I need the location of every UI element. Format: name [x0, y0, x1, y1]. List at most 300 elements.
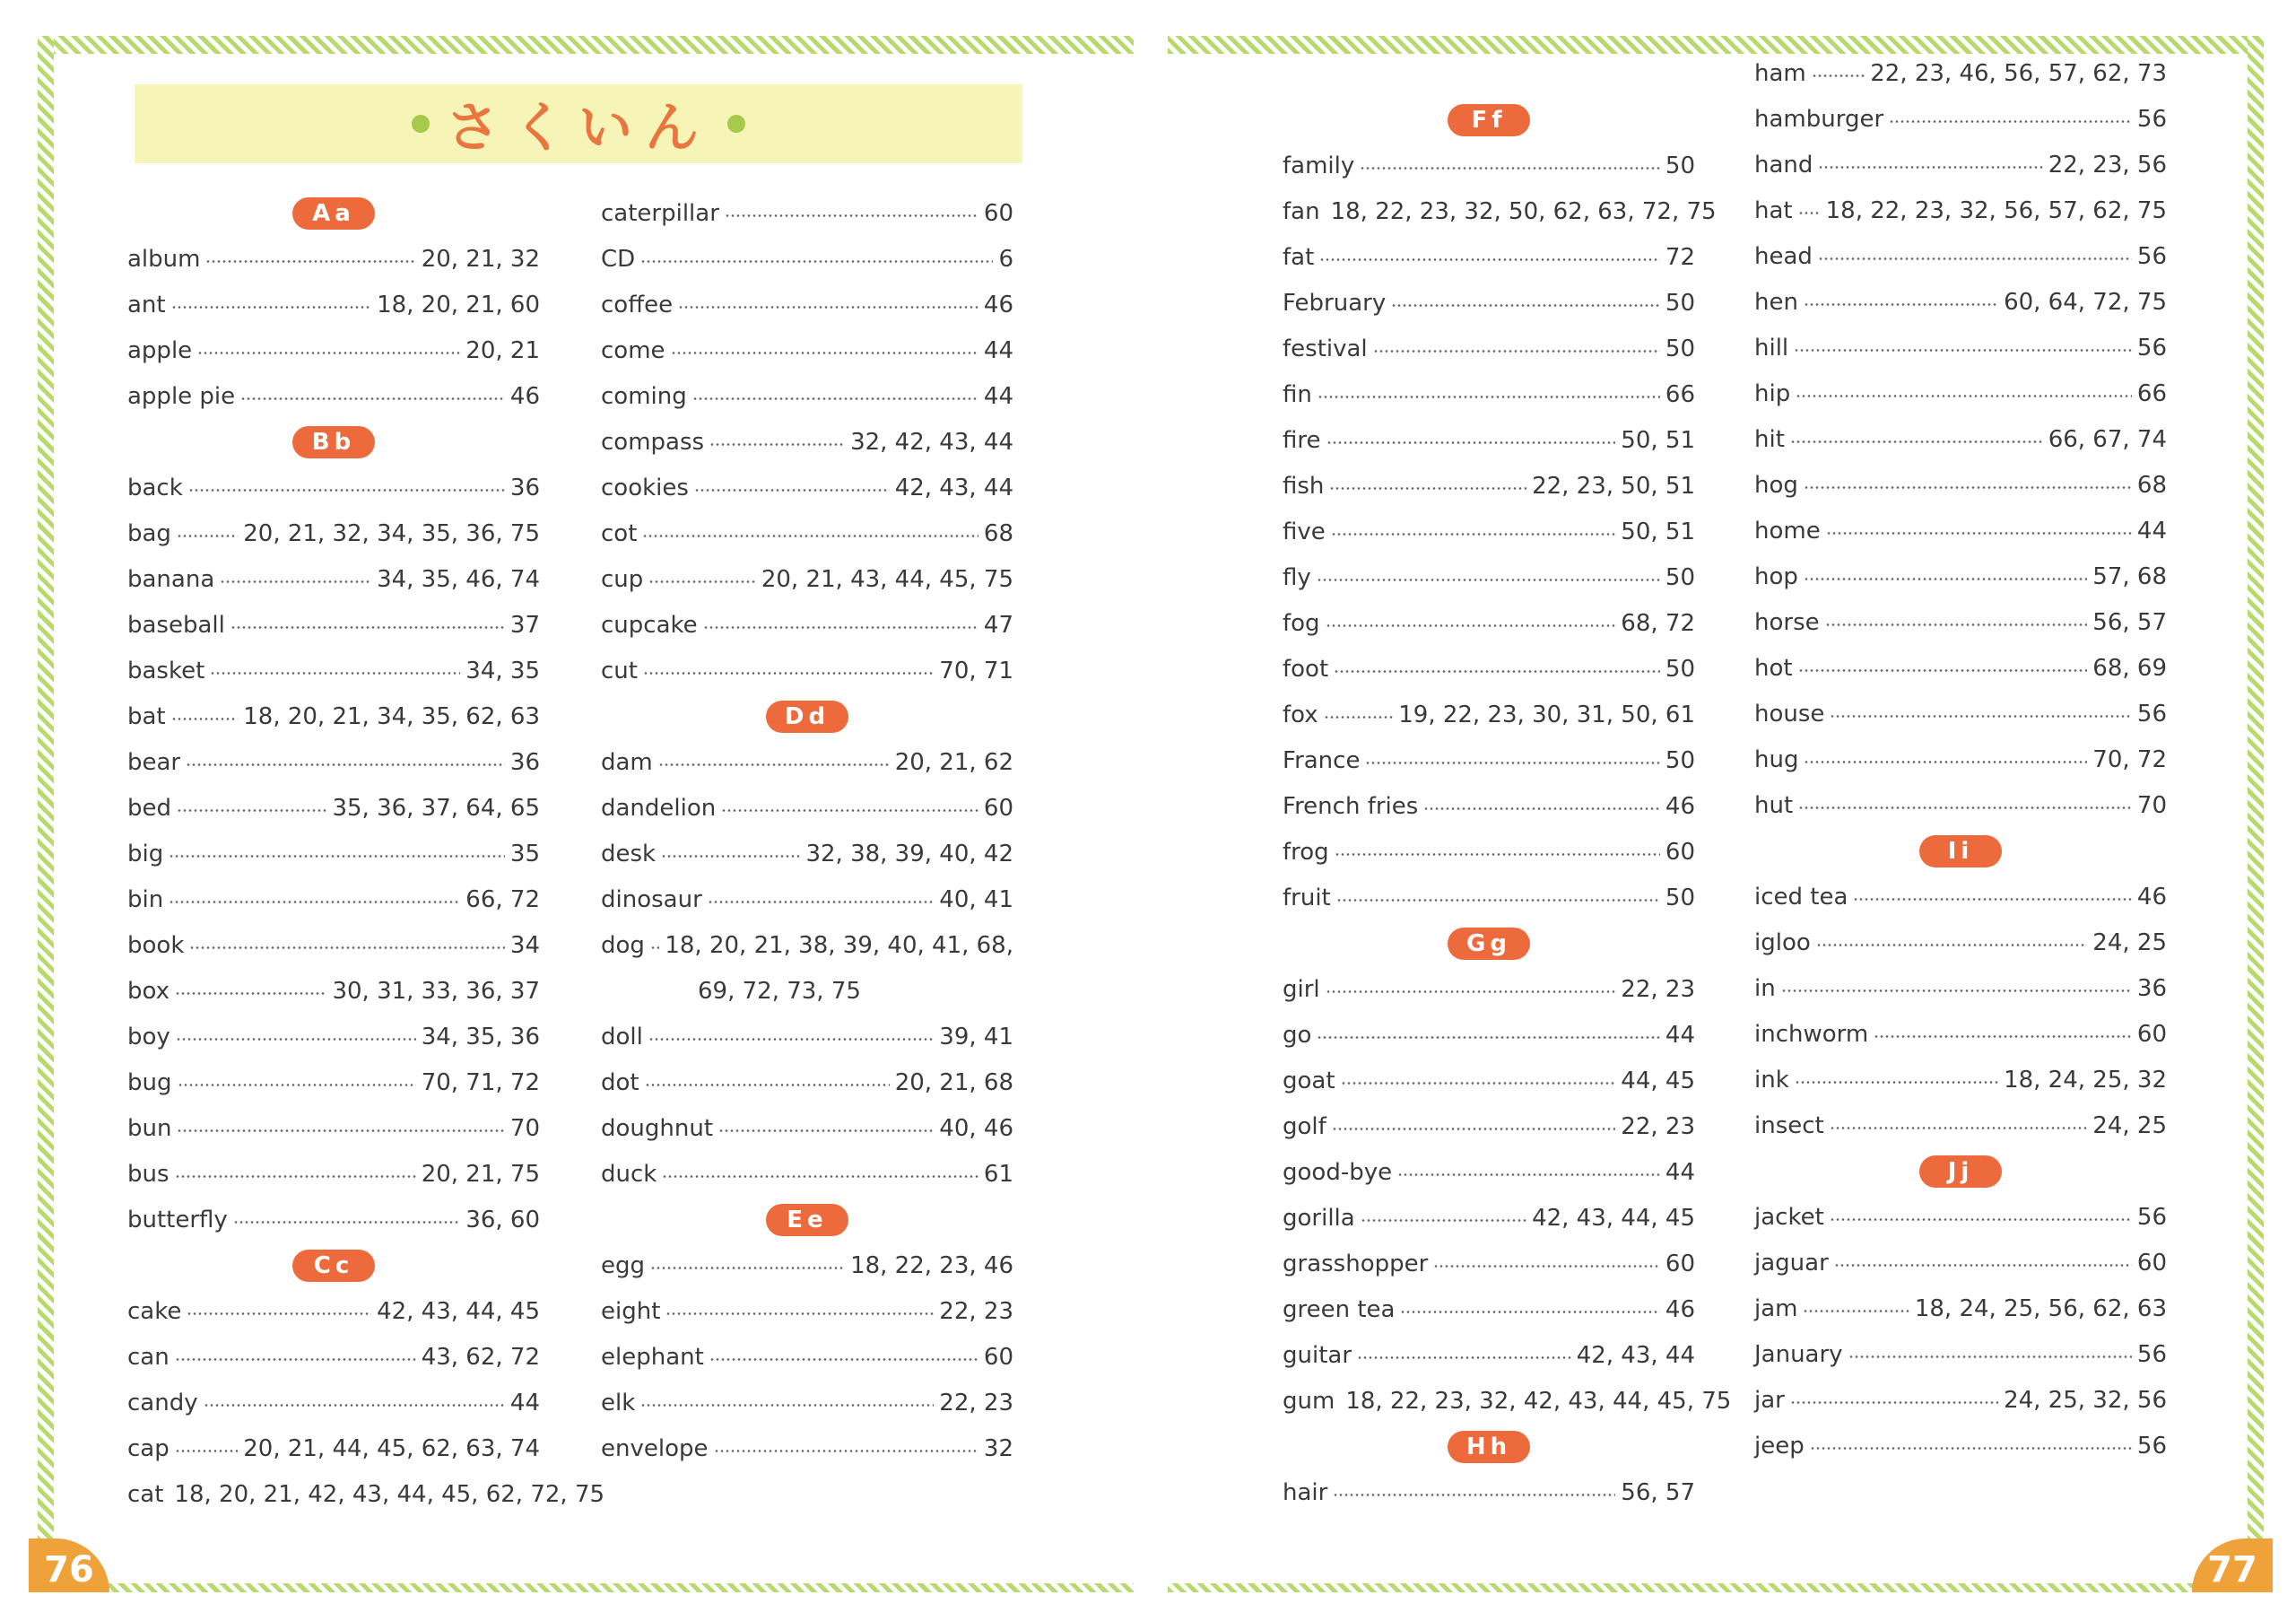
dot-leader: [1341, 1082, 1616, 1085]
entry-word: France: [1283, 746, 1361, 774]
entry-pages: 44: [509, 1389, 540, 1416]
entry-word: fish: [1283, 472, 1325, 500]
dot-leader: [1830, 1127, 2088, 1129]
letter-header: [1283, 97, 1695, 143]
letter-header: [1283, 1424, 1695, 1469]
entry-word: girl: [1283, 975, 1320, 1003]
entry-pages: 56: [2136, 334, 2167, 362]
index-entry: [1754, 874, 2167, 919]
entry-pages: 18, 24, 25, 56, 62, 63: [1914, 1294, 2167, 1322]
entry-word: family: [1283, 152, 1355, 179]
dot-leader: [1874, 1035, 2132, 1038]
entry-word: green tea: [1283, 1295, 1396, 1323]
dot-leader: [175, 1450, 239, 1452]
entry-pages: 44: [1665, 1021, 1695, 1049]
entry-pages: 60: [2136, 1020, 2167, 1048]
dot-leader: [718, 1129, 934, 1132]
dot-leader: [210, 672, 460, 675]
entry-word: book: [127, 931, 185, 959]
dot-leader: [177, 535, 238, 537]
entry-pages: 18, 22, 23, 32, 56, 57, 62, 75: [1825, 196, 2167, 224]
entry-word: fire: [1283, 426, 1321, 454]
entry-word: cupcake: [601, 611, 698, 639]
index-entry: [1283, 692, 1695, 737]
index-entry: [127, 1471, 605, 1517]
index-entry: [127, 236, 540, 282]
dot-leader: [175, 1175, 416, 1178]
dot-leader: [1818, 257, 2132, 260]
entry-pages: 61: [983, 1160, 1013, 1188]
entry-word: guitar: [1283, 1341, 1352, 1369]
entry-word: festival: [1283, 335, 1368, 362]
entry-pages: 20, 21: [465, 336, 540, 364]
index-entry: [127, 739, 540, 785]
index-entry: [1754, 142, 2167, 187]
entry-pages: 40, 41: [939, 885, 1013, 913]
dot-leader: [188, 489, 505, 492]
entry-pages: 32, 42, 43, 44: [850, 428, 1013, 456]
entry-word: goat: [1283, 1067, 1335, 1094]
entry-pages: 68, 72: [1621, 609, 1695, 637]
dot-leader: [640, 260, 993, 263]
index-entry: [601, 556, 1013, 602]
entry-word: inchworm: [1754, 1020, 1869, 1048]
index-entry: [601, 739, 1013, 785]
index-entry: [601, 327, 1013, 373]
entry-word: jar: [1754, 1386, 1785, 1414]
entry-word: duck: [601, 1160, 657, 1188]
entry-pages: 56: [2136, 242, 2167, 270]
dot-leader: [1818, 166, 2042, 169]
index-entry-continuation: [601, 968, 1013, 1014]
index-entry: [127, 1334, 540, 1380]
dot-leader: [169, 855, 505, 858]
index-entry: [1754, 508, 2167, 553]
entry-pages: 50: [1665, 746, 1695, 774]
entry-pages: 60: [983, 794, 1013, 822]
page-border-side: [38, 36, 54, 1592]
entry-word: dot: [601, 1068, 639, 1096]
index-entry: [1754, 1011, 2167, 1057]
index-entry: [1754, 96, 2167, 142]
dot-leader: [177, 1129, 504, 1132]
dot-leader: [1795, 1081, 1998, 1084]
entry-word: CD: [601, 245, 636, 273]
entry-pages: 44: [983, 382, 1013, 410]
entry-pages: 35, 36, 37, 64, 65: [332, 794, 540, 822]
index-entry: [1754, 965, 2167, 1011]
index-entry: [601, 876, 1013, 922]
dot-leader: [1326, 624, 1616, 627]
index-entry: [1283, 1103, 1695, 1149]
entry-pages: 57, 68: [2092, 562, 2167, 590]
index-entry: [1283, 1378, 1732, 1424]
entry-word: baseball: [127, 611, 225, 639]
entry-pages: 22, 23, 50, 51: [1532, 472, 1695, 500]
dot-leader: [640, 1404, 934, 1407]
index-entry: [127, 602, 540, 648]
index-entry: [1283, 783, 1695, 829]
entry-word: envelope: [601, 1434, 709, 1462]
dot-leader: [1332, 1128, 1616, 1130]
entry-pages: 18, 20, 21, 34, 35, 62, 63: [243, 702, 540, 730]
entry-pages: 56, 57: [1621, 1478, 1695, 1506]
entry-pages: 22, 23: [1621, 975, 1695, 1003]
dot-leader: [1798, 669, 2088, 672]
dot-leader: [665, 1312, 934, 1315]
entry-word: apple: [127, 336, 193, 364]
entry-pages: 42, 43, 44, 45: [377, 1297, 540, 1325]
dot-leader: [642, 535, 978, 537]
entry-pages: 44, 45: [1621, 1067, 1695, 1094]
index-entry: [1754, 645, 2167, 691]
entry-pages: 66: [1665, 380, 1695, 408]
dot-leader: [1329, 487, 1526, 490]
dot-leader: [1365, 762, 1659, 764]
dot-leader: [1796, 395, 2132, 397]
dot-leader: [1336, 899, 1660, 902]
page-border-top: [38, 36, 1134, 54]
dot-leader: [1324, 716, 1394, 719]
entry-word: banana: [127, 565, 215, 593]
entry-word: house: [1754, 700, 1825, 728]
entry-word: jaguar: [1754, 1249, 1829, 1277]
entry-pages: 18, 22, 23, 32, 42, 43, 44, 45, 75: [1345, 1387, 1732, 1415]
entry-pages: 70, 71, 72: [421, 1068, 540, 1096]
index-entry: [127, 968, 540, 1014]
index-entry: [127, 1288, 540, 1334]
entry-word: butterfly: [127, 1206, 228, 1233]
entry-word: bag: [127, 519, 171, 547]
index-entry: [601, 373, 1013, 419]
index-entry: [1754, 1240, 2167, 1285]
entry-word: go: [1283, 1021, 1312, 1049]
index-entry: [1283, 417, 1695, 463]
index-entry: [1283, 1012, 1695, 1058]
dot-leader: [1326, 990, 1616, 993]
entry-pages: 24, 25: [2092, 928, 2167, 956]
entry-word: jam: [1754, 1294, 1798, 1322]
dot-leader: [709, 1358, 978, 1361]
index-entry: [601, 602, 1013, 648]
index-entry: [127, 1425, 540, 1471]
left-page: [38, 36, 1134, 1592]
entry-pages: 68: [2136, 471, 2167, 499]
entry-pages: 39, 41: [939, 1023, 1013, 1050]
index-entry: [127, 1197, 540, 1242]
entry-word: hop: [1754, 562, 1798, 590]
entry-pages: 36: [509, 474, 540, 501]
entry-pages: 42, 43, 44: [1576, 1341, 1695, 1369]
entry-pages: 56: [2136, 1340, 2167, 1368]
index-entry: [601, 1380, 1013, 1425]
index-entry: [1754, 599, 2167, 645]
dot-leader: [169, 901, 460, 903]
entry-word: album: [127, 245, 201, 273]
letter-badge: Bb: [292, 426, 375, 458]
entry-word: cot: [601, 519, 638, 547]
dot-leader: [1830, 715, 2132, 718]
dot-leader: [648, 1038, 934, 1041]
entry-pages: 56: [2136, 700, 2167, 728]
letter-badge: Aa: [292, 197, 375, 230]
dot-leader: [233, 1221, 460, 1224]
dot-leader: [1825, 623, 2088, 626]
entry-word: bug: [127, 1068, 172, 1096]
entry-pages: 66, 67, 74: [2048, 425, 2167, 453]
index-entry: [1283, 1241, 1695, 1286]
entry-word: ant: [127, 291, 166, 318]
dot-leader: [650, 1267, 845, 1269]
entry-pages: 56, 57: [2092, 608, 2167, 636]
entry-word: hot: [1754, 654, 1793, 682]
dot-leader: [1357, 1356, 1571, 1359]
dot-leader: [1803, 1310, 1909, 1312]
entry-pages: 56: [2136, 105, 2167, 133]
index-entry: [601, 922, 1013, 968]
dot-leader: [1400, 1311, 1659, 1313]
index-entry: [1754, 1331, 2167, 1377]
entry-pages: 20, 21, 43, 44, 45, 75: [761, 565, 1013, 593]
entry-word: cap: [127, 1434, 170, 1462]
title-banner: [135, 84, 1022, 163]
index-entry: [127, 327, 540, 373]
page-border-bottom: [1168, 1583, 2264, 1592]
entry-pages: 18, 20, 21, 60: [377, 291, 540, 318]
dot-leader: [709, 443, 845, 446]
entry-word: basket: [127, 657, 205, 684]
dot-leader: [708, 901, 935, 903]
dot-leader: [1423, 807, 1660, 810]
entry-pages: 20, 21, 44, 45, 62, 63, 74: [243, 1434, 540, 1462]
page-border-side: [2248, 36, 2264, 1592]
dot-leader: [650, 946, 659, 949]
dot-leader: [1798, 806, 2132, 809]
index-entry: [1283, 829, 1695, 875]
entry-pages: 20, 21, 62: [894, 748, 1013, 776]
index-entry: [1283, 463, 1695, 509]
index-entry: [127, 648, 540, 693]
entry-word: head: [1754, 242, 1813, 270]
entry-pages: 35: [509, 840, 540, 867]
entry-pages: 20, 21, 32, 34, 35, 36, 75: [243, 519, 540, 547]
entry-pages: 22, 23: [939, 1297, 1013, 1325]
page-number-left: 76: [29, 1538, 109, 1592]
entry-pages: 72: [1665, 243, 1695, 271]
entry-word: cake: [127, 1297, 182, 1325]
entry-word: hut: [1754, 791, 1794, 819]
entry-pages: 66, 72: [465, 885, 540, 913]
entry-pages: 50: [1665, 335, 1695, 362]
dot-leader: [177, 809, 326, 812]
dot-leader: [178, 1084, 416, 1086]
entry-word: bin: [127, 885, 164, 913]
dot-leader: [1794, 349, 2132, 352]
dot-leader: [1804, 761, 2087, 763]
dot-leader: [230, 626, 505, 629]
dot-icon: [412, 115, 430, 133]
entry-pages: 70: [2136, 791, 2167, 819]
dot-leader: [714, 1450, 978, 1452]
index-entry: [127, 693, 540, 739]
dot-leader: [1889, 120, 2132, 123]
entry-pages: 68: [983, 519, 1013, 547]
index-entry: [1283, 1058, 1695, 1103]
entry-word: grasshopper: [1283, 1250, 1429, 1277]
entry-pages: 70, 72: [2092, 745, 2167, 773]
entry-word: hand: [1754, 151, 1813, 179]
entry-word: horse: [1754, 608, 1820, 636]
page-title: さくいん: [446, 97, 711, 160]
dot-leader: [1326, 441, 1616, 444]
entry-pages: 40, 46: [939, 1114, 1013, 1142]
entry-word: bat: [127, 702, 166, 730]
index-entry: [1754, 416, 2167, 462]
dot-leader: [1826, 532, 2132, 535]
entry-pages: 50: [1665, 884, 1695, 911]
entry-pages: 50: [1665, 563, 1695, 591]
entry-pages: 34: [509, 931, 540, 959]
index-entry: [1283, 1149, 1695, 1195]
index-entry: [1283, 737, 1695, 783]
entry-pages: 70, 71: [939, 657, 1013, 684]
entry-pages: 50: [1665, 655, 1695, 683]
letter-badge: Ff: [1448, 104, 1530, 136]
dot-leader: [1319, 258, 1660, 261]
entry-word: back: [127, 474, 183, 501]
dot-leader: [662, 1175, 978, 1178]
index-entry: [601, 419, 1013, 465]
index-entry: [127, 876, 540, 922]
entry-pages: 60: [983, 1343, 1013, 1371]
dot-leader: [1853, 898, 2132, 901]
index-entry: [1283, 966, 1695, 1012]
index-entry: [601, 785, 1013, 831]
letter-header: [1283, 920, 1695, 966]
entry-word: ham: [1754, 59, 1806, 87]
index-column-1: [127, 190, 605, 1517]
page-border-bottom: [38, 1583, 1134, 1592]
letter-header: [601, 693, 1013, 739]
entry-word: February: [1283, 289, 1387, 317]
entry-word: hair: [1283, 1478, 1328, 1506]
index-entry: [1283, 234, 1695, 280]
index-entry: [601, 1334, 1013, 1380]
entry-pages: 18, 24, 25, 32: [2004, 1066, 2167, 1094]
entry-pages: 32, 38, 39, 40, 42: [805, 840, 1013, 867]
index-entry: [127, 1105, 540, 1151]
entry-pages: 19, 22, 23, 30, 31, 50, 61: [1398, 701, 1695, 728]
index-entry: [1754, 1194, 2167, 1240]
index-entry: [1754, 782, 2167, 828]
entry-word: fan: [1283, 197, 1320, 225]
dot-leader: [1812, 74, 1865, 77]
letter-header: [1754, 1148, 2167, 1194]
index-entry: [127, 785, 540, 831]
dot-leader: [1360, 167, 1660, 170]
entry-word: hill: [1754, 334, 1789, 362]
index-entry: [1283, 875, 1695, 920]
entry-word: jacket: [1754, 1203, 1824, 1231]
entry-word: bun: [127, 1114, 172, 1142]
entry-word: hat: [1754, 196, 1793, 224]
dot-leader: [1830, 1218, 2132, 1221]
entry-word: dog: [601, 931, 645, 959]
dot-leader: [205, 260, 415, 263]
entry-pages: 60, 64, 72, 75: [2004, 288, 2167, 316]
dot-leader: [1335, 853, 1660, 856]
entry-pages: 56: [2136, 1432, 2167, 1460]
dot-leader: [692, 397, 978, 400]
entry-word: hit: [1754, 425, 1785, 453]
entry-pages: 30, 31, 33, 36, 37: [332, 977, 540, 1005]
index-entry: [127, 1151, 540, 1197]
index-entry: [601, 282, 1013, 327]
entry-pages: 22, 23: [1621, 1112, 1695, 1140]
dot-leader: [1848, 1355, 2132, 1358]
index-entry: [1283, 371, 1695, 417]
entry-word: golf: [1283, 1112, 1326, 1140]
entry-word: hug: [1754, 745, 1799, 773]
entry-word: caterpillar: [601, 199, 719, 227]
index-entry: [1283, 143, 1695, 188]
entry-word: compass: [601, 428, 705, 456]
entry-word: desk: [601, 840, 657, 867]
letter-header: [127, 1242, 540, 1288]
dot-leader: [186, 763, 505, 766]
dot-leader: [694, 489, 890, 492]
dot-leader: [1804, 303, 1998, 306]
index-entry: [1283, 188, 1717, 234]
index-entry: [1754, 1057, 2167, 1102]
dot-leader: [1334, 670, 1660, 673]
dot-leader: [1391, 304, 1660, 307]
dot-leader: [1331, 533, 1616, 536]
entry-pages: 60: [1665, 1250, 1695, 1277]
dot-leader: [175, 1358, 416, 1361]
dot-leader: [678, 306, 978, 309]
entry-pages: 20, 21, 32: [421, 245, 540, 273]
index-entry: [1283, 1286, 1695, 1332]
dot-leader: [1361, 1219, 1526, 1222]
index-entry: [1754, 50, 2167, 96]
entry-pages: 24, 25: [2092, 1111, 2167, 1139]
index-entry: [127, 556, 540, 602]
dot-leader: [643, 672, 934, 675]
index-entry: [1283, 326, 1695, 371]
index-entry: [1283, 646, 1695, 692]
dot-leader: [187, 1312, 371, 1315]
entry-word: foot: [1283, 655, 1329, 683]
index-entry: [1283, 280, 1695, 326]
entry-word: gum: [1283, 1387, 1335, 1415]
entry-pages: 37: [509, 611, 540, 639]
letter-badge: Ii: [1919, 835, 2002, 867]
index-column-4: [1754, 50, 2167, 1468]
dot-leader: [1798, 212, 1821, 214]
page-number-right: 77: [2192, 1538, 2273, 1592]
dot-leader: [189, 946, 505, 949]
entry-word: fruit: [1283, 884, 1331, 911]
letter-badge: Dd: [766, 701, 848, 733]
dot-leader: [661, 855, 800, 858]
entry-pages: 18, 20, 21, 38, 39, 40, 41, 68,: [665, 931, 1013, 959]
entry-pages: 69, 72, 73, 75: [698, 977, 861, 1005]
entry-word: fly: [1283, 563, 1311, 591]
index-entry: [127, 1014, 540, 1059]
entry-pages: 36: [2136, 974, 2167, 1002]
letter-header: [1754, 828, 2167, 874]
